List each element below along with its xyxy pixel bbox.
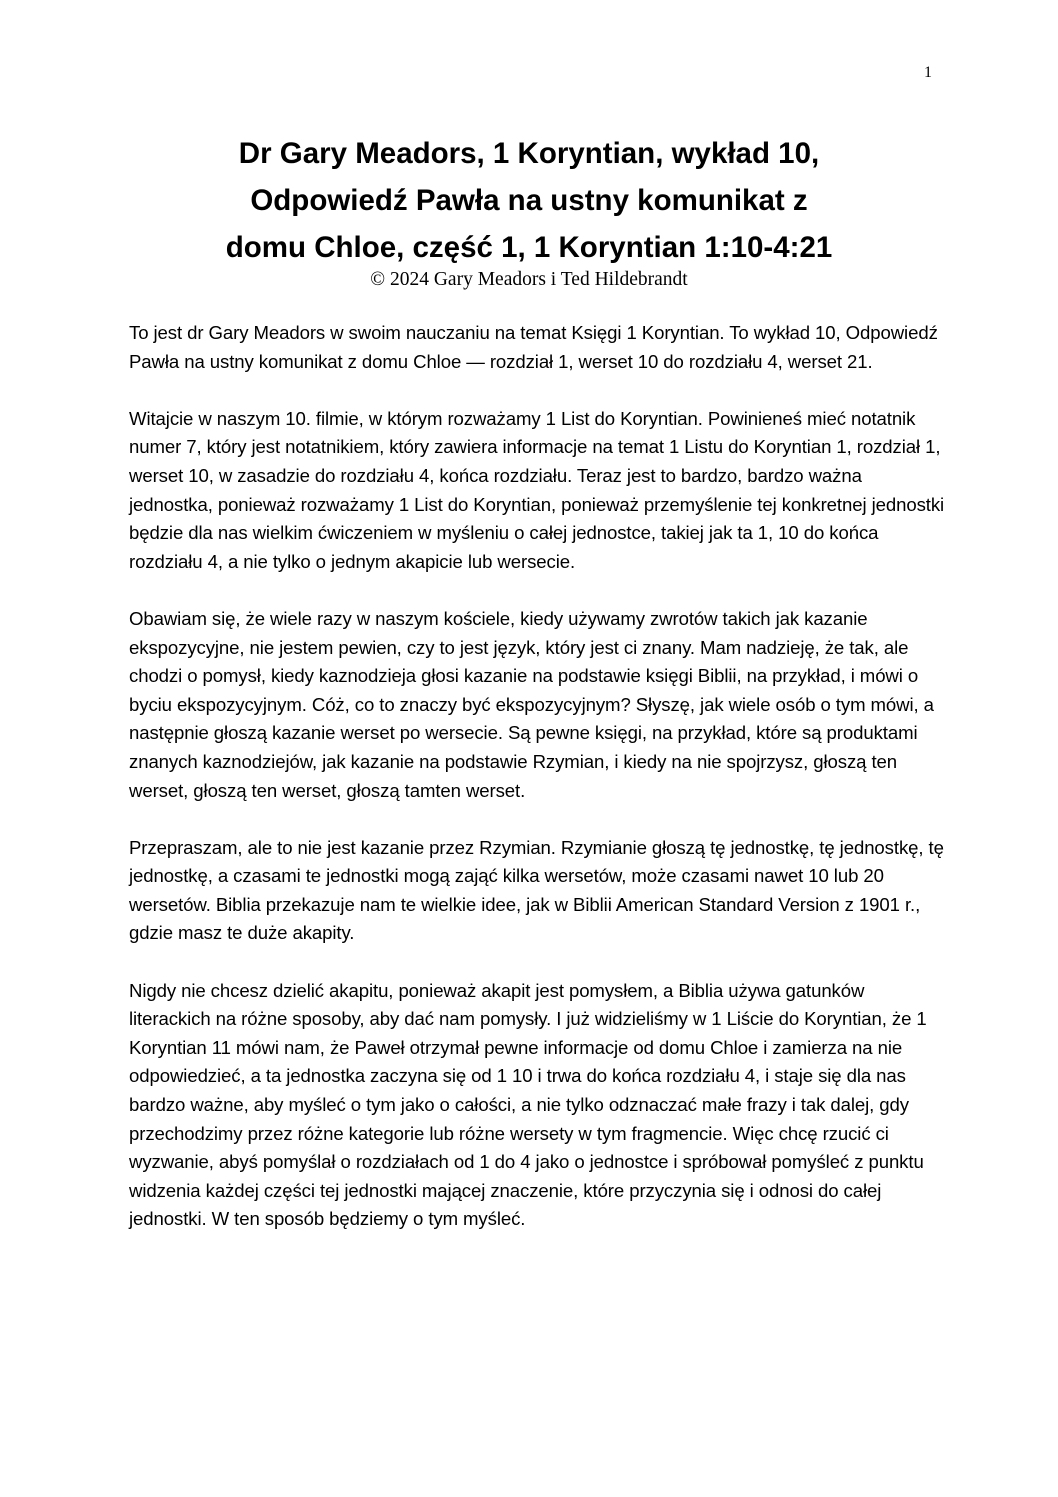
page-number: 1 — [924, 64, 932, 81]
paragraph-5: Nigdy nie chcesz dzielić akapitu, ponieważ akapit jest pomysłem, a Biblia używa gatunków literackich na różne sposoby, aby dać nam pomysły. I już widzieliśmy w 1 Liście do Koryntian, że 1 Koryntian 11 mówi nam, że Paweł otrzymał pewne informacje od domu Chloe i zamierza na nie odpowiedzieć, a ta jednostka zaczyna się od 1 10 i trwa do końca rozdziału 4, i staje się dla nas bardzo ważne, aby myśleć o tym jako o całości, a nie tylko odznaczać małe frazy i tak dalej, gdy przechodzimy przez różne kategorie lub różne wersety w tym fragmencie. Więc chcę rzucić ci wyzwanie, abyś pomyślał o rozdziałach od 1 do 4 jako o jednostce i spróbował pomyśleć z punktu widzenia każdej części tej jednostki mającej znaczenie, które przyczynia się i odnosi do całej jednostki. W ten sposób będziemy o tym myśleć. — [129, 979, 927, 1230]
title-line-3: domu Chloe, część 1, 1 Koryntian 1:10-4:21 — [225, 231, 833, 264]
paragraph-3: Obawiam się, że wiele razy w naszym kościele, kiedy używamy zwrotów takich jak kazanie ekspozycyjne, nie jestem pewien, czy to jest język, który jest ci znany. Mam nadzieję, że tak, ale chodzi o pomysł, kiedy kaznodzieja głosi kazanie na podstawie księgi Biblii, na przykład, i mówi o byciu ekspozycyjnym. Cóż, co to znaczy być ekspozycyjnym? Słyszę, jak wiele osób o tym mówi, a następnie głoszą kazanie werset po wersecie. Są pewne księgi, na przykład, które są produktami znanych kaznodziejów, jak kazanie na podstawie Rzymian, i kiedy na nie spojrzysz, głoszą ten werset, głoszą ten werset, głoszą tamten werset. — [129, 607, 934, 801]
paragraph-4: Przepraszam, ale to nie jest kazanie przez Rzymian. Rzymianie głoszą tę jednostkę, tę jednostkę, tę jednostkę, a czasami te jednostki mogą zająć kilka wersetów, może czasami nawet 10 lub 20 wersetów. Biblia przekazuje nam te wielkie idee, jak w Biblii American Standard Version z 1901 r., gdzie masz te duże akapity. — [129, 836, 944, 944]
paragraph-1: To jest dr Gary Meadors w swoim nauczaniu na temat Księgi 1 Koryntian. To wykład 10, Odpowiedź Pawła na ustny komunikat z domu Chloe — rozdział 1, werset 10 do rozdziału 4, werset 21. — [129, 322, 938, 372]
paragraph-2: Witajcie w naszym 10. filmie, w którym rozważamy 1 List do Koryntian. Powinieneś mieć notatnik numer 7, który jest notatnikiem, który zawiera informacje na temat 1 Listu do Koryntian 1, rozdział 1, werset 10, w zasadzie do rozdziału 4, końca rozdziału. Teraz jest to bardzo, bardzo ważna jednostka, ponieważ rozważamy 1 List do Koryntian, ponieważ przemyślenie tej konkretnej jednostki będzie dla nas wielkim ćwiczeniem w myśleniu o całej jednostce, takiej jak ta 1, 10 do końca rozdziału 4, a nie tylko o jednym akapicie lub wersecie. — [129, 407, 945, 572]
document-title — [130, 130, 928, 271]
copyright-notice: © 2024 Gary Meadors i Ted Hildebrandt — [370, 269, 688, 290]
document-body — [129, 319, 949, 1263]
title-line-1: Dr Gary Meadors, 1 Koryntian, wykład 10, — [238, 137, 820, 170]
title-line-2: Odpowiedź Pawła na ustny komunikat z — [250, 184, 808, 217]
